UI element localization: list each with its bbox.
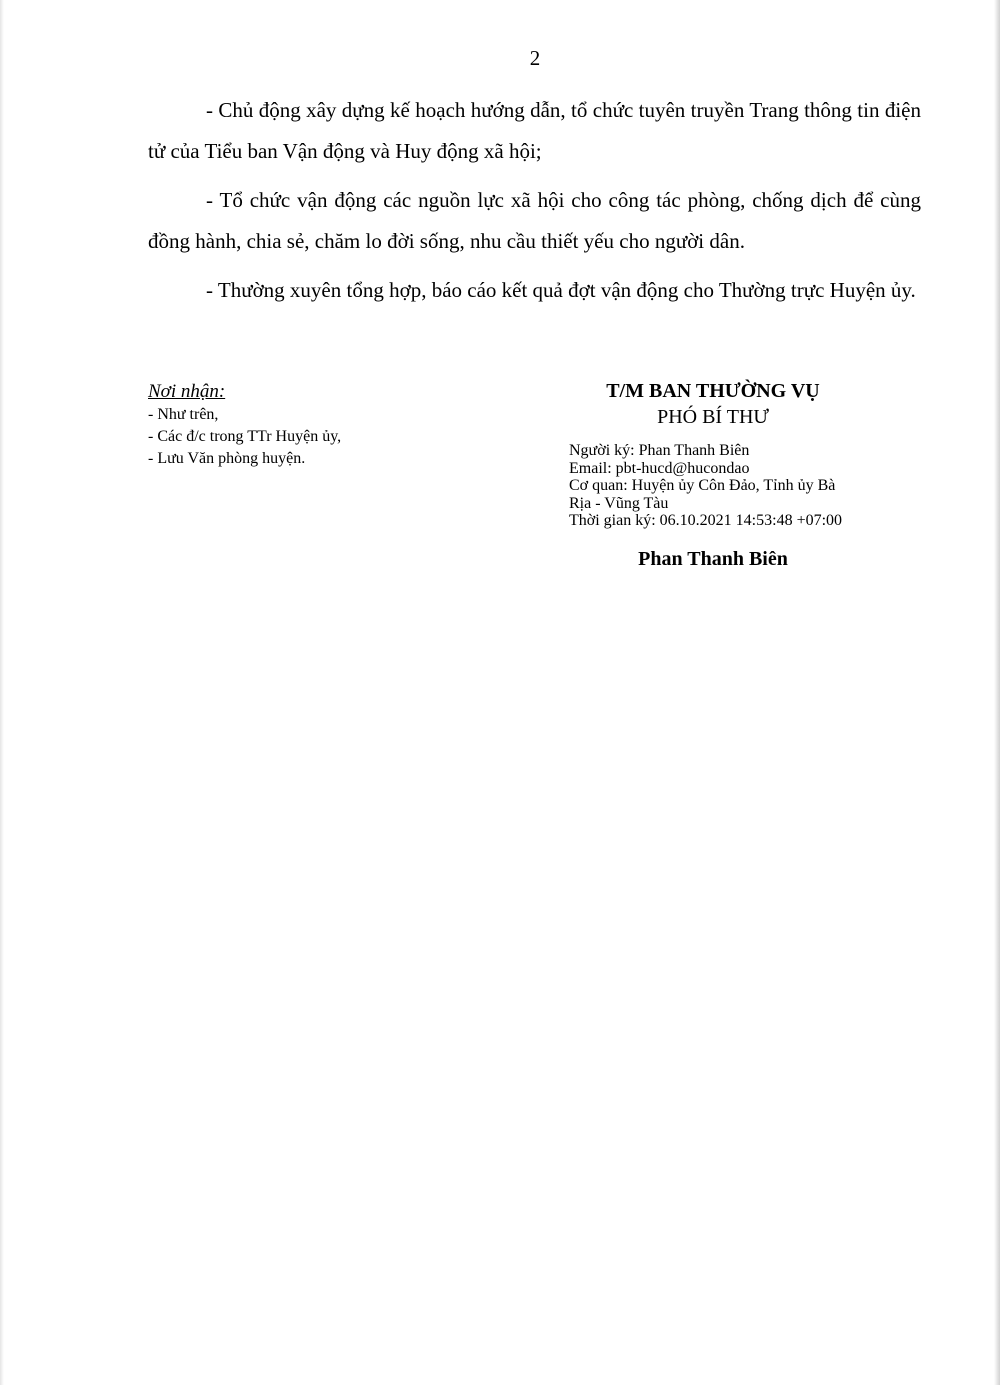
signer-name: Phan Thanh Biên xyxy=(638,547,788,570)
digital-agency: Cơ quan: Huyện ủy Côn Đảo, Tỉnh ủy Bà Rịa - Vũng Tàu xyxy=(569,477,836,512)
recipient-item: - Lưu Văn phòng huyện. xyxy=(148,450,306,467)
digital-email: Email: pbt-hucd@hucondao xyxy=(569,459,750,477)
recipient-item: - Các đ/c trong TTr Huyện ủy, xyxy=(148,428,342,445)
paragraph-3: - Thường xuyên tổng hợp, báo cáo kết quả đợt vận động cho Thường trực Huyện ủy. xyxy=(206,278,916,302)
page-edge-right xyxy=(994,0,1000,1385)
signature-authority: T/M BAN THƯỜNG VỤ xyxy=(606,380,820,402)
signature-block xyxy=(550,378,876,572)
recipients-title: Nơi nhận: xyxy=(148,381,226,402)
page-edge-left xyxy=(0,0,4,1385)
digital-signer: Người ký: Phan Thanh Biên xyxy=(569,442,750,459)
page-number: 2 xyxy=(529,46,541,70)
paragraph-2: - Tổ chức vận động các nguồn lực xã hội cho công tác phòng, chống dịch để cùng đồng hành, chia sẻ, chăm lo đời sống, nhu cầu thiết yếu cho người dân. xyxy=(148,188,921,253)
recipients-block xyxy=(148,380,478,470)
digital-time: Thời gian ký: 06.10.2021 14:53:48 +07:00 xyxy=(569,512,843,529)
digital-signature-info xyxy=(569,442,849,530)
signature-position: PHÓ BÍ THƯ xyxy=(657,406,769,428)
recipient-item: - Như trên, xyxy=(148,406,219,423)
body-text xyxy=(148,90,921,319)
paragraph-1: - Chủ động xây dựng kế hoạch hướng dẫn, tổ chức tuyên truyền Trang thông tin điện tử của Tiểu ban Vận động và Huy động xã hội; xyxy=(148,98,921,163)
